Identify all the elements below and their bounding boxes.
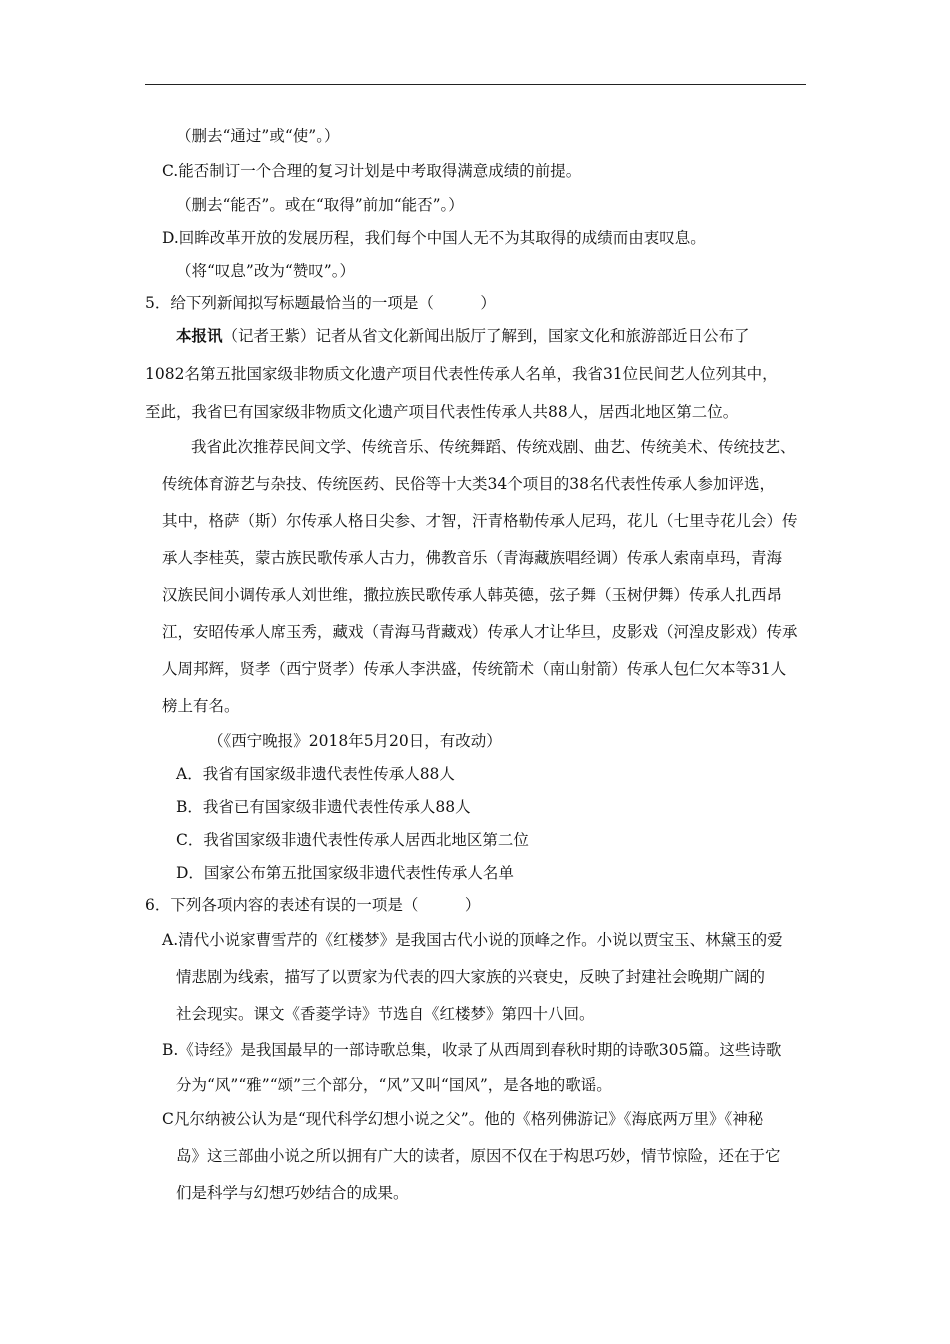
q5-paragraph-1-line-1 <box>176 326 750 346</box>
q4-option-d: D.回眸改革开放的发展历程，我们每个中国人无不为其取得的成绩而由衷叹息。 <box>162 229 706 247</box>
q6-option-a-line-1: A.清代小说家曹雪芹的《红楼梦》是我国古代小说的顶峰之作。小说以贾宝玉、林黛玉的爱 <box>162 931 783 949</box>
q5-option-c: C．我省国家级非遗代表性传承人居西北地区第二位 <box>176 831 529 849</box>
q5-paragraph-2-line-6: 江，安昭传承人席玉秀，藏戏（青海马背藏戏）传承人才让华旦，皮影戏（河湟皮影戏）传承 <box>162 623 798 641</box>
q5-paragraph-2-line-7: 人周邦辉，贤孝（西宁贤孝）传承人李洪盛，传统箭术（南山射箭）传承人包仁欠本等31人 <box>162 660 787 678</box>
q5-source: （《西宁晚报》2018年5月20日，有改动） <box>208 732 502 750</box>
news-lead-label: 本报讯 <box>176 326 223 345</box>
q5-option-a: A．我省有国家级非遗代表性传承人88人 <box>176 765 455 783</box>
q4-option-c: C.能否制订一个合理的复习计划是中考取得满意成绩的前提。 <box>162 162 582 180</box>
q6-option-a-line-3: 社会现实。课文《香菱学诗》节选自《红楼梦》第四十八回。 <box>176 1005 595 1023</box>
q6-option-c-line-3: 们是科学与幻想巧妙结合的成果。 <box>176 1184 409 1202</box>
q5-paragraph-1-line-3: 至此，我省巳有国家级非物质文化遗产项目代表性传承人共88人，居西北地区第二位。 <box>145 403 739 421</box>
q6-stem: 6．下列各项内容的表述有误的一项是（ ） <box>145 896 481 914</box>
news-lead-text: （记者王紫）记者从省文化新闻出版厅了解到，国家文化和旅游部近日公布了 <box>222 327 750 345</box>
q5-option-d: D．国家公布第五批国家级非遗代表性传承人名单 <box>176 864 514 882</box>
q5-paragraph-2-line-8: 榜上有名。 <box>162 697 240 715</box>
q4-b-note: （删去“通过”或“使”。） <box>176 127 340 145</box>
q5-paragraph-1-line-2: 1082名第五批国家级非物质文化遗产项目代表性传承人名单，我省31位民间艺人位列其中， <box>145 365 778 383</box>
q5-stem: 5．给下列新闻拟写标题最恰当的一项是（ ） <box>145 294 496 312</box>
q5-paragraph-2-line-4: 承人李桂英，蒙古族民歌传承人古力，佛教音乐（青海藏族唱经调）传承人索南卓玛，青海 <box>162 549 783 567</box>
q5-paragraph-2-line-3: 其中，格萨（斯）尔传承人格日尖参、才智，汗青格勒传承人尼玛，花儿（七里寺花儿会）传 <box>162 512 798 530</box>
q5-paragraph-2-line-1: 我省此次推荐民间文学、传统音乐、传统舞蹈、传统戏剧、曲艺、传统美术、传统技艺、 <box>191 438 796 456</box>
header-rule <box>145 84 806 85</box>
q5-paragraph-2-line-5: 汉族民间小调传承人刘世维，撒拉族民歌传承人韩英德，弦子舞（玉树伊舞）传承人扎西昂 <box>162 586 783 604</box>
q5-paragraph-2-line-2: 传统体育游艺与杂技、传统医药、民俗等十大类34个项目的38名代表性传承人参加评选， <box>162 475 775 493</box>
q6-option-b-line-1: B.《诗经》是我国最早的一部诗歌总集，收录了从西周到春秋时期的诗歌305篇。这些诗歌 <box>162 1041 782 1059</box>
q6-option-c-line-1: C凡尔纳被公认为是“现代科学幻想小说之父”。他的《格列佛游记》《海底两万里》《神秘 <box>162 1110 764 1128</box>
q6-option-c-line-2: 岛》这三部曲小说之所以拥有广大的读者，原因不仅在于构思巧妙，情节惊险，还在于它 <box>176 1147 781 1165</box>
q4-c-note: （删去“能否”。或在“取得”前加“能否”。） <box>176 196 464 214</box>
q4-d-note: （将“叹息”改为“赞叹”。） <box>176 262 355 280</box>
q6-option-a-line-2: 情悲剧为线索，描写了以贾家为代表的四大家族的兴衰史，反映了封建社会晚期广阔的 <box>176 968 766 986</box>
q6-option-b-line-2: 分为“风”“雅”“颂”三个部分，“风”又叫“国风”，是各地的歌谣。 <box>176 1076 612 1094</box>
q5-option-b: B．我省已有国家级非遗代表性传承人88人 <box>176 798 471 816</box>
